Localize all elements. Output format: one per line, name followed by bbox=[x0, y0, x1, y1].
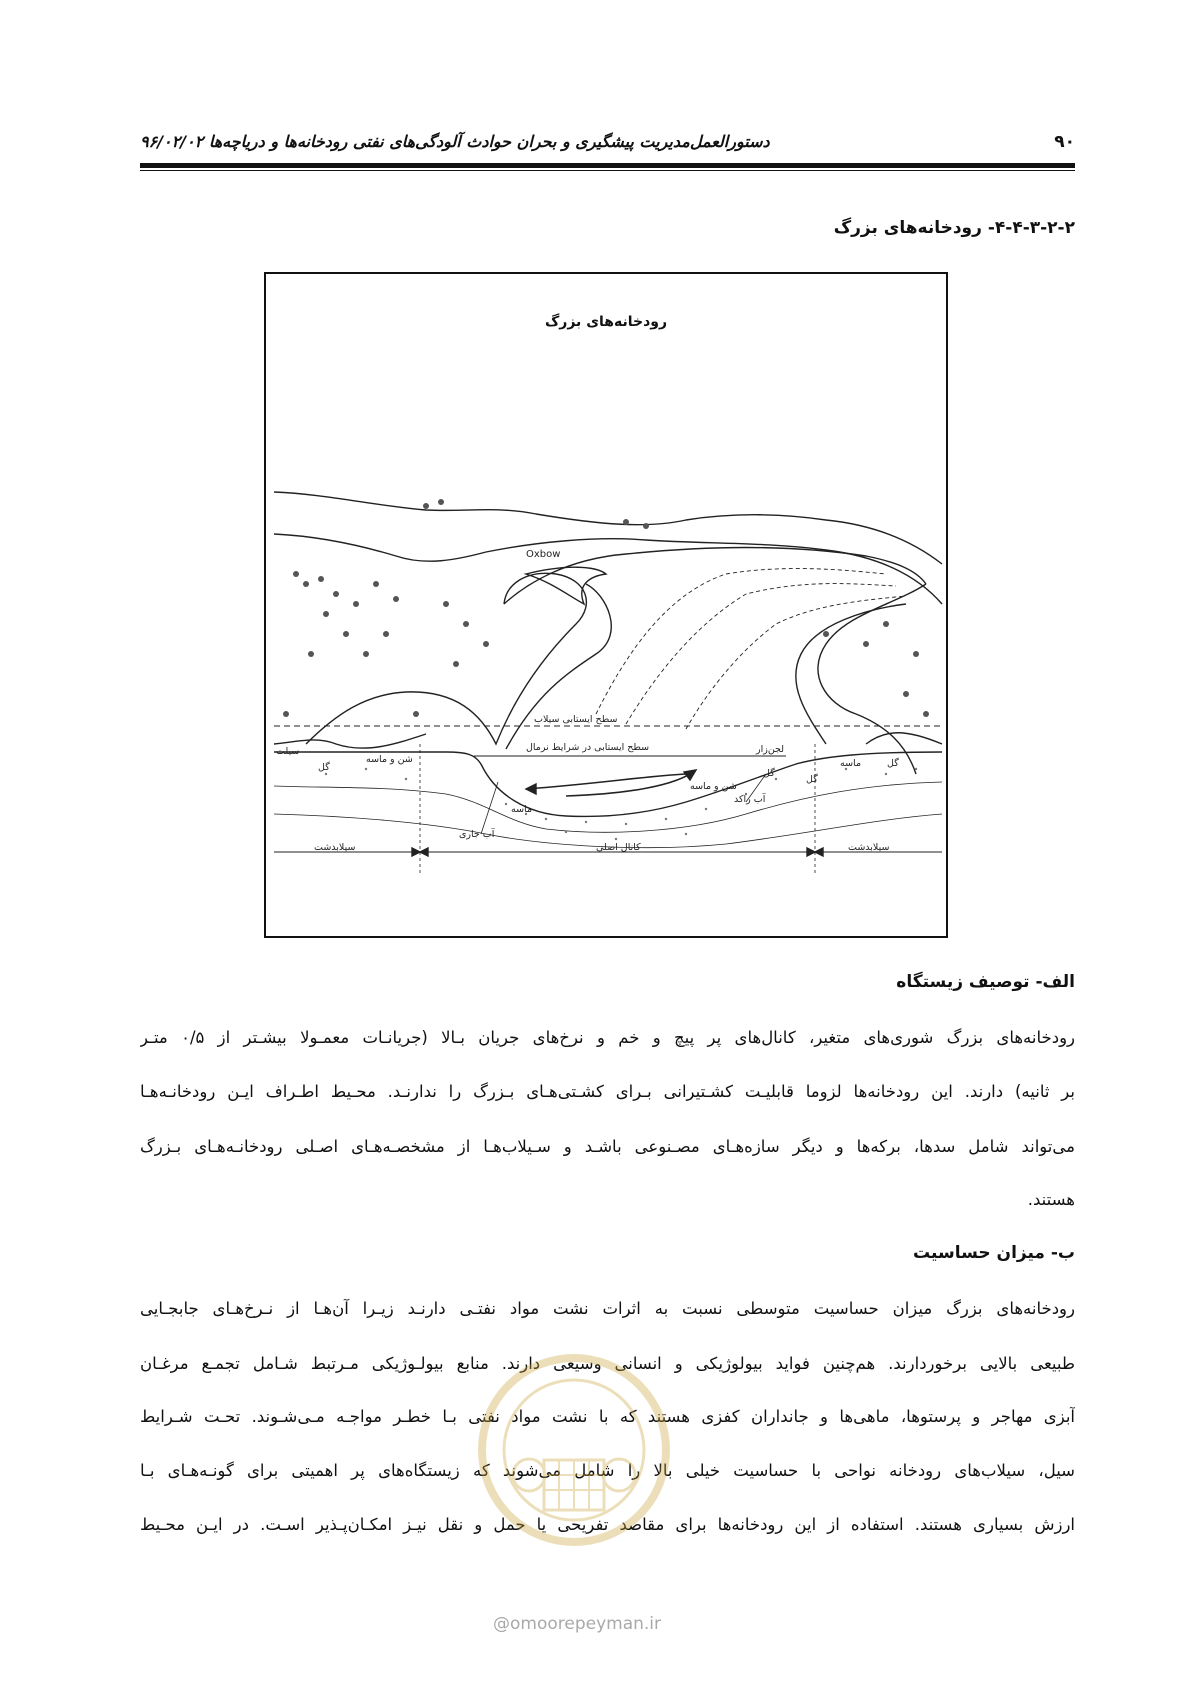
running-title: دستورالعمل‌مدیریت پیشگیری و بحران حوادث آلودگی‌های نفتی رودخانه‌ها و دریاچه‌ها ۹۶/۰۲/۰۲ bbox=[140, 132, 770, 151]
sensitivity-line-4: سیل، سیلاب‌های رودخانه نواحی با حساسیت خیلی بالا را شامل می‌شوند که زیستگاه‌های پر اهمیتی برای گونـه‌هـای بـا bbox=[140, 1461, 1075, 1480]
label-clay-right-2: گل bbox=[806, 774, 818, 785]
label-floodplain-right: سیلابدشت bbox=[848, 842, 890, 853]
header-rule-thin bbox=[140, 170, 1075, 171]
label-silt: سیلت bbox=[276, 746, 300, 757]
river-illustration bbox=[266, 274, 946, 936]
sensitivity-line-3: آبزی مهاجر و پرستوها، ماهی‌ها و جانداران کفزی هستند که با نشت مواد نفتی بـا خطـر مواجـه مـی‌شـوند. تحـت شـرایط bbox=[140, 1407, 1075, 1426]
dimension-arrow bbox=[420, 848, 428, 856]
flow-line bbox=[686, 596, 906, 729]
stratum-line bbox=[274, 782, 942, 832]
section-title: ۴-۴-۳-۲-۲- رودخانه‌های بزرگ bbox=[833, 218, 1075, 238]
label-running-water: آب جاری bbox=[459, 829, 495, 840]
sensitivity-heading: ب- میزان حساسیت bbox=[913, 1243, 1075, 1263]
label-flood-stage: سطح ایستابی سیلاب bbox=[534, 714, 618, 725]
sensitivity-line-2: طبیعی بالایی برخوردارند. هم‌چنین فواید بیولوژیکی و انسانی وسیعی دارند. منابع بیولـوژیکی مـرتبط شـامل تجمـع مرغـان bbox=[140, 1354, 1075, 1373]
label-clay-right: گل bbox=[887, 758, 899, 769]
label-clay-mid: گل bbox=[763, 768, 775, 779]
habitat-heading: الف- توصیف زیستگاه bbox=[896, 972, 1075, 992]
label-normal-stage: سطح ایستابی در شرایط نرمال bbox=[526, 742, 650, 753]
sensitivity-line-5: ارزش بسیاری هستند. استفاده از این رودخانه‌ها برای مقاصد تفریحی یا حمل و نقل نیـز امکـان‌پـذیر اسـت. در ایـن محـیط bbox=[140, 1515, 1075, 1534]
flow-line bbox=[596, 569, 886, 714]
label-oxbow: Oxbow bbox=[526, 549, 561, 560]
label-sand-gravel-mid: شن و ماسه bbox=[690, 781, 737, 792]
habitat-line-2: بر ثانیه) دارند. این رودخانه‌ها لزوما قابلیـت کشـتیرانی بـرای کشـتی‌هـای بـزرگ را ندارنـد. محـیط اطـراف ایـن رودخانـه‌هـا bbox=[140, 1082, 1075, 1101]
label-floodplain-left: سیلابدشت bbox=[314, 842, 356, 853]
dimension-arrow bbox=[815, 848, 823, 856]
river-inner-right bbox=[796, 604, 906, 744]
label-still-water: آب راکد bbox=[734, 794, 766, 805]
leader-line bbox=[481, 782, 498, 834]
figure-title: رودخانه‌های بزرگ bbox=[544, 314, 668, 330]
watermark-site-text: @omoorepeyman.ir bbox=[493, 1614, 662, 1634]
flow-line bbox=[626, 584, 896, 724]
river-bank-upper bbox=[504, 548, 926, 605]
river-diagram-figure bbox=[264, 272, 948, 938]
flow-arrow bbox=[526, 774, 686, 789]
label-sand-bed: ماسه bbox=[511, 804, 533, 815]
header-rule-thick bbox=[140, 163, 1075, 168]
watermark-seal-icon bbox=[474, 1350, 674, 1550]
oxbow-lake bbox=[526, 567, 606, 604]
label-levee: لجن‌زار bbox=[756, 744, 785, 755]
habitat-line-1: رودخانه‌های بزرگ شوری‌های متغیر، کانال‌های پر پیچ و خم و نرخ‌های جریان بـالا (جریانـات معمـولا بیشـتر از ۰/۵ متـر bbox=[140, 1028, 1075, 1047]
flow-arrow-head bbox=[526, 784, 536, 794]
floodplain-edge-right bbox=[866, 733, 942, 744]
habitat-line-3: می‌تواند شامل سدها، برکه‌ها و دیگر سازه‌هـای مصـنوعی باشـد و سـیلاب‌هـا از مشخصـه‌هـای اصـلی رودخانـه‌هـای بـزرگ bbox=[140, 1137, 1075, 1156]
vegetation bbox=[283, 499, 929, 717]
page-header bbox=[140, 130, 1075, 160]
page-number: ۹۰ bbox=[1054, 132, 1075, 152]
label-clay-left: گل bbox=[318, 762, 330, 773]
label-main-channel: کانال اصلی bbox=[596, 842, 641, 853]
flow-arrow-head bbox=[684, 770, 696, 780]
label-sand-right: ماسه bbox=[840, 758, 862, 769]
label-sand-gravel-left: شن و ماسه bbox=[366, 754, 413, 765]
habitat-line-4: هستند. bbox=[1027, 1190, 1075, 1209]
river-bank-right bbox=[818, 584, 926, 774]
sensitivity-line-1: رودخانه‌های بزرگ میزان حساسیت متوسطی نسبت به اثرات نشت مواد نفتـی دارنـد زیـرا آن‌هـا از نـرخ‌هـای جابجـایی bbox=[140, 1299, 1075, 1318]
sediment-stipple bbox=[325, 768, 917, 840]
far-bank bbox=[274, 534, 942, 604]
